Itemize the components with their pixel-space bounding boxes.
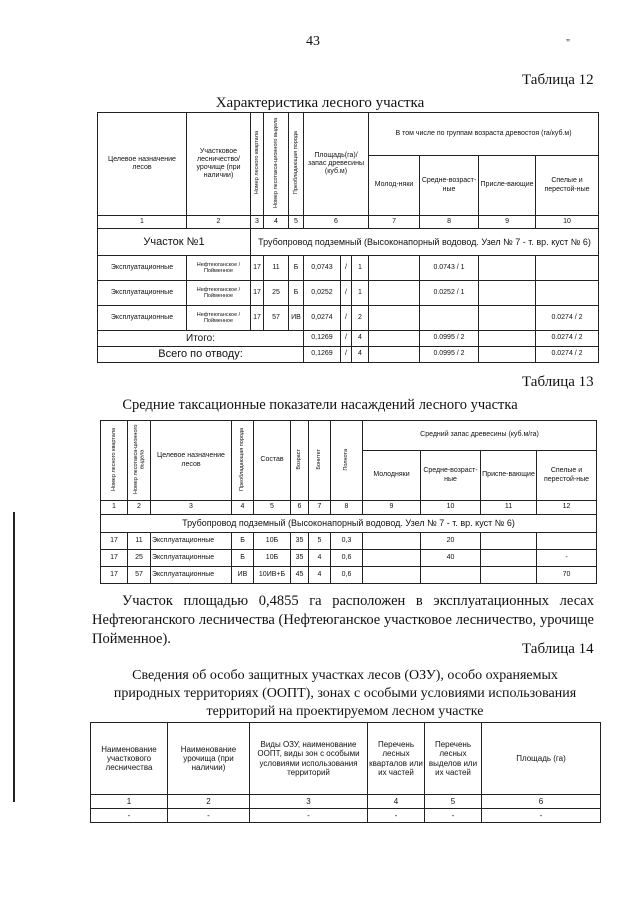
t13-h-quarter-cell <box>101 421 128 501</box>
t12-cell: 25 <box>264 281 289 306</box>
t12-cell: 0,1269 <box>304 331 341 347</box>
t13-cell: - <box>537 550 597 567</box>
margin-line <box>13 512 15 802</box>
t12-cell <box>369 331 420 347</box>
t13-cell <box>363 567 421 584</box>
t13-cell <box>363 533 421 550</box>
t13-h-middle: Средне-возраст-ные <box>421 451 481 501</box>
t13-colnum: 11 <box>481 501 537 515</box>
t12-h-purpose: Целевое назначение лесов <box>98 113 187 216</box>
t12-h-forestry: Участковое лесничество/ урочище (при наличии) <box>187 113 251 216</box>
table-row <box>101 550 597 567</box>
table14-title-line: территорий на проектируемом лесном участке <box>206 704 484 719</box>
t13-h-mature: Спелые и перестой-ные <box>537 451 597 501</box>
t12-cell <box>479 256 536 281</box>
t12-colnum: 6 <box>304 216 369 229</box>
t13-colnum: 2 <box>128 501 151 515</box>
t12-cell <box>369 281 420 306</box>
table-row <box>101 533 597 550</box>
t13-colnum: 3 <box>151 501 232 515</box>
t12-cell: Нефтеюганское / Пойменное <box>187 306 251 331</box>
t12-colnum: 3 <box>251 216 264 229</box>
t14-colnum: 1 <box>91 795 168 809</box>
t14-h: Перечень лесных выделов или их частей <box>425 723 482 795</box>
t13-cell: 5 <box>309 533 331 550</box>
t12-h-species: Преобладающая порода <box>292 131 299 195</box>
t12-cell: Нефтеюганское / Пойменное <box>187 256 251 281</box>
t12-h-quarter-cell <box>251 113 264 216</box>
t13-cell: Эксплуатационные <box>151 533 232 550</box>
t12-cell: / <box>341 281 352 306</box>
t12-colnum-row <box>98 216 599 229</box>
t12-colnum: 7 <box>369 216 420 229</box>
t12-cell: / <box>341 331 352 347</box>
t13-cell: 0,6 <box>331 550 363 567</box>
t12-cell: Нефтеюганское / Пойменное <box>187 281 251 306</box>
t13-cell: 4 <box>309 567 331 584</box>
t12-colnum: 1 <box>98 216 187 229</box>
table13-title: Средние таксационные показатели насаждений лесного участка <box>122 397 518 413</box>
t12-cell <box>369 256 420 281</box>
t12-cell: / <box>341 306 352 331</box>
t12-cell: 0.0274 / 2 <box>536 306 599 331</box>
t13-cell: Эксплуатационные <box>151 550 232 567</box>
t14-colnum: 5 <box>425 795 482 809</box>
t13-colnum: 9 <box>363 501 421 515</box>
t12-cell: 0.0995 / 2 <box>420 347 479 363</box>
table-row <box>101 567 597 584</box>
table13 <box>100 420 597 584</box>
t12-cell <box>479 281 536 306</box>
t14-cell: - <box>482 809 601 823</box>
t12-cell: 17 <box>251 281 264 306</box>
t13-cell: 20 <box>421 533 481 550</box>
t13-h-purpose: Целевое назначение лесов <box>151 421 232 501</box>
t12-cell: 2 <box>352 306 369 331</box>
t12-cell: 11 <box>264 256 289 281</box>
table14 <box>90 722 601 823</box>
table12 <box>97 112 599 363</box>
t12-cell: 17 <box>251 306 264 331</box>
t13-cell: 10Б <box>254 550 291 567</box>
t12-colnum: 10 <box>536 216 599 229</box>
t13-section-desc: Трубопровод подземный (Высоконапорный водовод. Узел № 7 - т. вр. куст № 6) <box>101 515 597 533</box>
t12-h-agegroup: В том числе по группам возраста древостоя (га/куб.м) <box>369 113 599 156</box>
t13-colnum: 1 <box>101 501 128 515</box>
t12-cell <box>369 306 420 331</box>
t12-cell: Б <box>289 256 304 281</box>
t14-h: Перечень лесных кварталов или их частей <box>368 723 425 795</box>
t13-h-quarter: Номер лесного квартала <box>110 427 117 491</box>
t13-h-stock: Средний запас древесины (куб.м/га) <box>363 421 597 451</box>
t13-cell: 17 <box>101 533 128 550</box>
t13-colnum: 7 <box>309 501 331 515</box>
t12-colnum: 9 <box>479 216 536 229</box>
t13-cell <box>481 567 537 584</box>
t13-cell: 70 <box>537 567 597 584</box>
t12-cell <box>479 347 536 363</box>
t13-h-age-cell <box>291 421 309 501</box>
t13-h-density: Полнота <box>343 448 350 471</box>
corner-mark: " <box>566 38 571 49</box>
t13-cell: Эксплуатационные <box>151 567 232 584</box>
t13-cell <box>481 533 537 550</box>
t13-h-composition: Состав <box>254 421 291 501</box>
t13-colnum-row <box>101 501 597 515</box>
t12-colnum: 5 <box>289 216 304 229</box>
t12-cell <box>536 281 599 306</box>
t14-colnum-row <box>91 795 601 809</box>
t13-h-ripening: Приспе-вающие <box>481 451 537 501</box>
t12-cell: 0.0274 / 2 <box>536 331 599 347</box>
t12-colnum: 4 <box>264 216 289 229</box>
t12-cell: 57 <box>264 306 289 331</box>
t12-cell: ИВ <box>289 306 304 331</box>
t12-cell: 0,1269 <box>304 347 341 363</box>
t13-cell: 17 <box>101 567 128 584</box>
t12-cell <box>479 331 536 347</box>
t12-cell: 0,0252 <box>304 281 341 306</box>
t12-colnum: 2 <box>187 216 251 229</box>
t12-h-ripening: Присле-вающие <box>479 156 536 216</box>
t12-cell: 0.0995 / 2 <box>420 331 479 347</box>
t14-cell: - <box>250 809 368 823</box>
t13-cell: Б <box>232 550 254 567</box>
t13-h-species: Преобладающая порода <box>239 427 246 491</box>
table-grandtotal-row <box>98 347 599 363</box>
t13-h-section-cell <box>128 421 151 501</box>
table-row <box>98 306 599 331</box>
t12-h-quarter: Номер лесного квартала <box>253 131 260 195</box>
paragraph-text: Участок площадью 0,4855 га расположен в эксплуатационных лесах Нефтеюганского лесничества (Нефтеюганское участковое лесничество, урочище Пойменное). <box>92 593 594 647</box>
t13-h-bonitet-cell <box>309 421 331 501</box>
table14-title <box>90 667 600 721</box>
table13-caption: Таблица 13 <box>522 374 594 390</box>
t14-h: Площадь (га) <box>482 723 601 795</box>
t12-cell: Эксплуатационные <box>98 256 187 281</box>
t12-cell: 1 <box>352 256 369 281</box>
t13-h-density-cell <box>331 421 363 501</box>
t12-cell <box>479 306 536 331</box>
t12-cell: 4 <box>352 347 369 363</box>
t12-cell: 4 <box>352 331 369 347</box>
t13-cell: 35 <box>291 533 309 550</box>
t12-cell: Эксплуатационные <box>98 306 187 331</box>
t14-cell: - <box>368 809 425 823</box>
t14-colnum: 4 <box>368 795 425 809</box>
table-row <box>98 256 599 281</box>
t14-cell: - <box>168 809 250 823</box>
t12-cell: / <box>341 347 352 363</box>
t13-h-age: Возраст <box>296 449 303 470</box>
table14-title-line: Сведения об особо защитных участках лесов (ОЗУ), особо охраняемых <box>132 668 558 683</box>
t12-h-middle: Средне-возраст- ные <box>420 156 479 216</box>
t14-h: Наименование урочища (при наличии) <box>168 723 250 795</box>
t12-cell: 17 <box>251 256 264 281</box>
t12-cell: 0.0274 / 2 <box>536 347 599 363</box>
table12-title: Характеристика лесного участка <box>215 95 425 111</box>
t13-cell: 11 <box>128 533 151 550</box>
page-number: 43 <box>306 34 320 49</box>
t13-h-young: Молодняки <box>363 451 421 501</box>
t12-section-desc: Трубопровод подземный (Высоконапорный водовод. Узел № 7 - т. вр. куст № 6) <box>251 229 599 256</box>
t13-cell: 40 <box>421 550 481 567</box>
t13-colnum: 12 <box>537 501 597 515</box>
t13-h-section: Номер лесотакса-ционного выдела <box>132 424 145 495</box>
t13-colnum: 4 <box>232 501 254 515</box>
t13-h-bonitet: Бонитет <box>316 449 323 470</box>
t13-cell: 0,3 <box>331 533 363 550</box>
t12-cell: 0.0743 / 1 <box>420 256 479 281</box>
t14-cell: - <box>425 809 482 823</box>
t12-cell: Эксплуатационные <box>98 281 187 306</box>
t13-cell: 25 <box>128 550 151 567</box>
t13-cell: 57 <box>128 567 151 584</box>
t13-cell: ИВ <box>232 567 254 584</box>
t14-cell: - <box>91 809 168 823</box>
t12-cell: 1 <box>352 281 369 306</box>
t12-total-label: Итого: <box>98 331 304 347</box>
t13-cell: Б <box>232 533 254 550</box>
t13-cell: 17 <box>101 550 128 567</box>
t14-colnum: 6 <box>482 795 601 809</box>
t12-cell: 0,0743 <box>304 256 341 281</box>
t14-h: Виды ОЗУ, наименование ООПТ, виды зон с особыми условиями использования территорий <box>250 723 368 795</box>
t13-cell <box>537 533 597 550</box>
table-row <box>91 809 601 823</box>
t12-colnum: 8 <box>420 216 479 229</box>
table12-caption: Таблица 12 <box>522 72 594 88</box>
t12-h-area: Площадь(га)/ запас древесины (куб.м) <box>304 113 369 216</box>
t13-colnum: 10 <box>421 501 481 515</box>
t14-colnum: 3 <box>250 795 368 809</box>
table14-title-line: природных территориях (ООПТ), зонах с особыми условиями использования <box>113 686 577 701</box>
t13-cell: 45 <box>291 567 309 584</box>
t13-cell <box>363 550 421 567</box>
t13-cell <box>481 550 537 567</box>
t12-grandtotal-label: Всего по отводу: <box>98 347 304 363</box>
t12-cell: 0,0274 <box>304 306 341 331</box>
t13-cell: 4 <box>309 550 331 567</box>
table14-caption: Таблица 14 <box>522 641 594 657</box>
t13-colnum: 8 <box>331 501 363 515</box>
t13-colnum: 6 <box>291 501 309 515</box>
t14-h: Наименование участкового лесничества <box>91 723 168 795</box>
t13-cell <box>421 567 481 584</box>
t14-colnum: 2 <box>168 795 250 809</box>
t12-h-mature: Спелые и перестой-ные <box>536 156 599 216</box>
t12-cell <box>369 347 420 363</box>
table-row <box>98 281 599 306</box>
t12-cell: Б <box>289 281 304 306</box>
t12-h-young: Молод-няки <box>369 156 420 216</box>
t13-cell: 10Б <box>254 533 291 550</box>
t12-cell: 0.0252 / 1 <box>420 281 479 306</box>
t12-h-section-cell <box>264 113 289 216</box>
t13-h-species-cell <box>232 421 254 501</box>
t12-section-label: Участок №1 <box>98 229 251 256</box>
t13-cell: 0,6 <box>331 567 363 584</box>
t12-cell: / <box>341 256 352 281</box>
t13-cell: 10ИВ+Б <box>254 567 291 584</box>
t12-h-section: Номер лесотакса-ционного выдела <box>272 117 279 208</box>
table-total-row <box>98 331 599 347</box>
t13-colnum: 5 <box>254 501 291 515</box>
t12-cell <box>536 256 599 281</box>
t12-h-species-cell <box>289 113 304 216</box>
t13-cell: 35 <box>291 550 309 567</box>
t12-cell <box>420 306 479 331</box>
